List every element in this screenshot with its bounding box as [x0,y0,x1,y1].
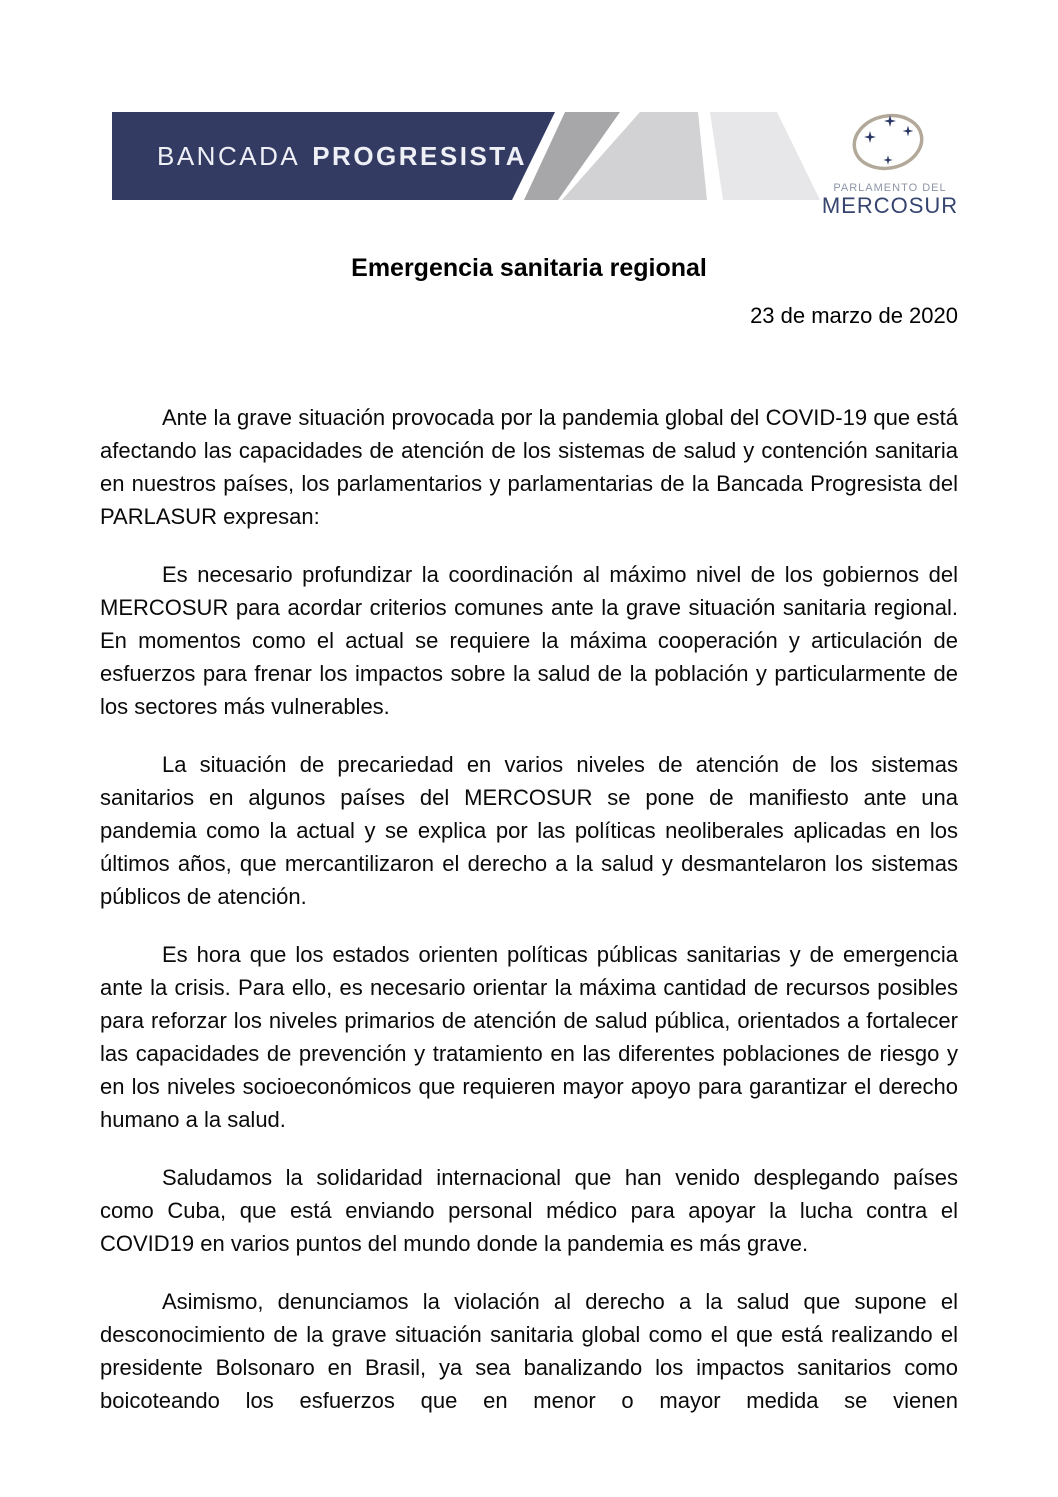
paragraph: La situación de precariedad en varios niveles de atención de los sistemas sanitarios en algunos países del MERCOSUR se pone de manifiesto ante una pandemia como la actual y se explica por las políticas neoliberales aplicadas en los últimos años, que mercantilizaron el derecho a la salud y desmantelaron los sistemas públicos de atención. [100,752,958,909]
document-date: 23 de marzo de 2020 [750,303,958,328]
paragraph: Saludamos la solidaridad internacional que han venido desplegando países como Cuba, que está enviando personal médico para apoyar la lucha contra el COVID19 en varios puntos del mundo donde la pandemia es más grave. [100,1165,958,1256]
paragraph: Es hora que los estados orienten políticas públicas sanitarias y de emergencia ante la crisis. Para ello, es necesario orientar la máxima cantidad de recursos posibles para reforzar los niveles primarios de atención de salud pública, orientados a fortalecer las capacidades de prevención y tratamiento en las diferentes poblaciones de riesgo y en los niveles socioeconómicos que requieren mayor apoyo para garantizar el derecho humano a la salud. [100,942,958,1132]
page-title: Emergencia sanitaria regional [351,254,707,282]
paragraph: Asimismo, denunciamos la violación al derecho a la salud que supone el desconocimiento de la grave situación sanitaria global como el que está realizando el presidente Bolsonaro en Brasil, ya sea banalizando los impactos sanitarios como boicoteando los esfuerzos que en menor o mayor medida se vienen [100,1289,958,1413]
paragraph: Ante la grave situación provocada por la pandemia global del COVID-19 que está afectando las capacidades de atención de los sistemas de salud y contención sanitaria en nuestros países, los parlamentarios y parlamentarias de la Bancada Progresista del PARLASUR expresan: [100,405,958,529]
logo-text-parlamento: PARLAMENTO DEL [833,182,947,194]
logo-text-mercosur: MERCOSUR [821,193,959,218]
paragraphs [100,401,958,1417]
banner-title-light: BANCADA [157,140,301,171]
paragraph: Es necesario profundizar la coordinación al máximo nivel de los gobiernos del MERCOSUR para acordar criterios comunes ante la grave situación sanitaria regional. En momentos como el actual se requiere la máxima cooperación y articulación de esfuerzos para frenar los impactos sobre la salud de la población y particularmente de los sectores más vulnerables. [100,562,958,719]
banner-title-bold: PROGRESISTA [312,140,528,171]
